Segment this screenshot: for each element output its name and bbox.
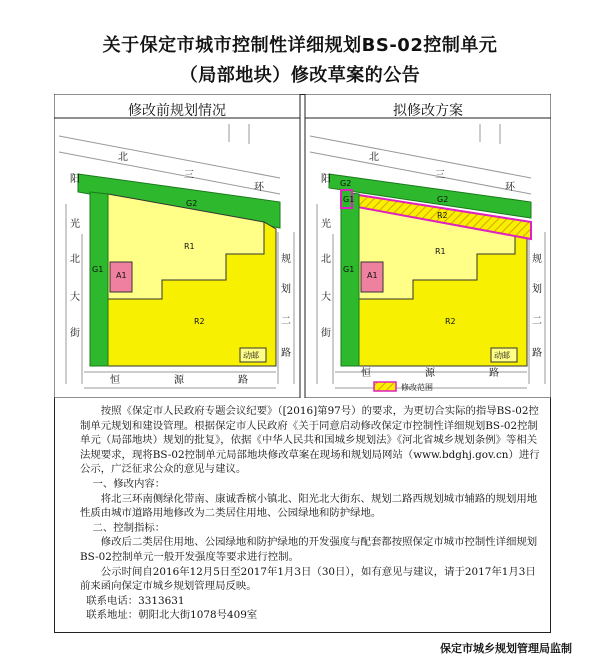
- left-post-label: 动邮: [243, 351, 259, 360]
- left-g1-block: [90, 192, 108, 366]
- left-south-road-2: 源: [174, 375, 184, 386]
- left-west-road-4: 大: [70, 292, 80, 303]
- right-east-road-2: 划: [532, 284, 542, 295]
- left-north-road-2: 三: [184, 170, 194, 181]
- section2-text: 修改后二类居住用地、公园绿地和防护绿地的开发强度与配套都按照保定市城市控制性详细规划BS-02控制单元一般开发强度等要求进行控制。: [80, 536, 538, 563]
- issuer-label: 保定市城乡规划管理局监制: [440, 642, 572, 655]
- left-south-road-3: 路: [238, 375, 248, 386]
- left-east-road-3: 二: [281, 316, 291, 327]
- right-south-road-1: 恒: [361, 368, 371, 379]
- left-west-road-5: 街: [70, 328, 80, 339]
- legend-swatch: [374, 382, 396, 391]
- right-g2-label: G2: [437, 195, 449, 204]
- right-g1-block: [341, 192, 359, 366]
- right-a1-label: A1: [367, 271, 378, 280]
- legend-label: 修改范围: [401, 383, 433, 392]
- right-west-road-2: 光: [321, 219, 331, 230]
- right-west-road-1: 阳: [321, 174, 331, 185]
- right-post-label: 动邮: [494, 351, 510, 360]
- left-west-road-3: 北: [70, 254, 80, 265]
- period-text: 公示时间自2016年12月5日至2017年1月3日（30日），如有意见与建议，请于2017年1月3日前来函向保定市城乡规划管理局反映。: [80, 565, 536, 593]
- page-title-line2: （局部地块）修改草案的公告: [179, 65, 421, 86]
- right-g1-small-label: G1: [343, 195, 355, 204]
- contact-address: 联系地址：朝阳北大街1078号409室: [86, 609, 258, 622]
- right-north-road-1: 北: [369, 152, 379, 163]
- left-map-title: 修改前规划情况: [128, 103, 226, 119]
- left-east-road-2: 划: [281, 284, 291, 295]
- left-north-road-3: 环: [254, 182, 264, 193]
- left-a1-label: A1: [116, 271, 127, 280]
- right-g1-label: G1: [343, 265, 355, 274]
- right-east-road-4: 路: [532, 348, 542, 359]
- left-g1-label: G1: [92, 265, 104, 274]
- section1-text: 将北三环南侧绿化带南、康诚香槟小镇北、阳光北大街东、规划二路西规划城市辅路的规划用地性质由城市道路用地修改为二类居住用地、公园绿地和防护绿地。: [80, 492, 538, 520]
- right-r2-label: R2: [445, 317, 456, 326]
- map-panels: [54, 94, 551, 398]
- section2-title: 二、控制指标：: [92, 521, 166, 534]
- right-south-road-3: 路: [489, 368, 499, 379]
- right-r1-label: R1: [435, 247, 446, 256]
- right-west-road-5: 街: [321, 328, 331, 339]
- right-r2-strip-label: R2: [437, 211, 448, 220]
- right-east-road-1: 规: [532, 254, 542, 265]
- right-east-road-3: 二: [532, 316, 542, 327]
- left-west-road-2: 光: [70, 219, 80, 230]
- right-g2-small-label: G2: [340, 179, 352, 188]
- left-r2-label: R2: [194, 317, 205, 326]
- contact-phone: 联系电话：3313631: [86, 594, 185, 607]
- right-west-road-4: 大: [321, 292, 331, 303]
- right-map: [305, 94, 551, 398]
- left-north-road-1: 北: [118, 152, 128, 163]
- right-south-road-2: 源: [425, 368, 435, 379]
- left-east-road-1: 规: [281, 254, 291, 265]
- left-east-road-4: 路: [281, 348, 291, 359]
- left-map: [54, 94, 300, 398]
- body-paragraph: 按照《保定市人民政府专题会议纪要》（[2016]第97号）的要求，为更切合实际的指导BS-02控制单元规划和建设管理。根据保定市人民政府《关于同意启动修改保定市控制性详细规划BS-02控制单元（局部地块）规划的批复》，依据《中华人民共和国城乡规划法》《河北省城乡规划条例》等相关法规要求，现将BS-02控制单元局部地块修改草案在现场和规划局网站（www.bdghj.gov.cn）进行公示，广泛征求公众的意见与建议。: [80, 405, 540, 476]
- right-north-road-3: 环: [505, 182, 515, 193]
- left-r1-label: R1: [184, 242, 195, 251]
- left-west-road-1: 阳: [70, 174, 80, 185]
- notice-body: [80, 404, 542, 623]
- right-map-title: 拟修改方案: [393, 103, 463, 119]
- left-south-road-1: 恒: [110, 375, 120, 386]
- right-north-road-2: 三: [435, 170, 445, 181]
- left-g2-label: G2: [186, 199, 198, 208]
- right-west-road-3: 北: [321, 254, 331, 265]
- section1-title: 一、修改内容：: [92, 477, 166, 490]
- page-title-line1: 关于保定市城市控制性详细规划BS-02控制单元: [102, 35, 498, 56]
